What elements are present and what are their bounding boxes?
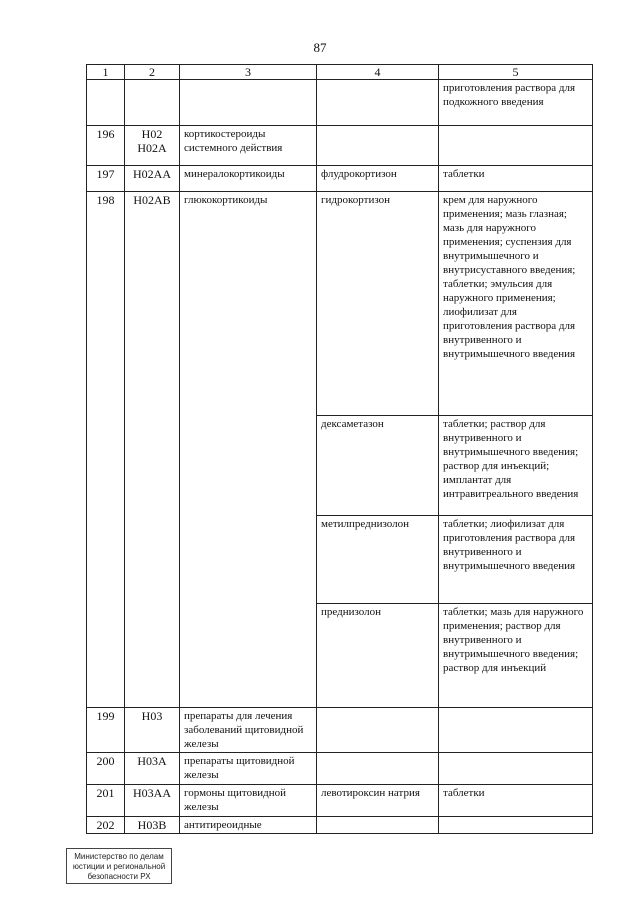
drug-name: левотироксин натрия bbox=[317, 785, 439, 817]
header-col-4: 4 bbox=[317, 65, 439, 80]
table-row-197 bbox=[87, 166, 593, 192]
anatomic-group: препараты для лечения заболеваний щитовидной железы bbox=[180, 708, 317, 753]
row-number: 197 bbox=[87, 166, 125, 192]
dosage-form: таблетки bbox=[439, 785, 593, 817]
atc-code-2: H02A bbox=[137, 141, 167, 155]
page-number: 87 bbox=[313, 40, 327, 55]
header-col-1: 1 bbox=[87, 65, 125, 80]
header-col-5: 5 bbox=[439, 65, 593, 80]
anatomic-group: глюкокортикоиды bbox=[180, 192, 317, 708]
atc-code: H02AB bbox=[125, 192, 180, 708]
anatomic-group: препараты щитовидной железы bbox=[180, 753, 317, 785]
atc-code: H02AA bbox=[125, 166, 180, 192]
anatomic-group: гормоны щитовидной железы bbox=[180, 785, 317, 817]
row-number: 200 bbox=[87, 753, 125, 785]
stamp-line-1: Министерство по делам bbox=[74, 852, 164, 861]
drug-name: гидрокортизон bbox=[317, 192, 439, 416]
table-row-continuation bbox=[87, 80, 593, 126]
atc-code bbox=[125, 126, 180, 166]
table-row-201 bbox=[87, 785, 593, 817]
dosage-form: таблетки; раствор для внутривенного и внутримышечного введения; раствор для инъекций; имплантат для интравитреального введения bbox=[439, 416, 593, 516]
row-number: 198 bbox=[87, 192, 125, 708]
dosage-form: приготовления раствора для подкожного введения bbox=[439, 80, 593, 126]
stamp-line-2: юстиции и региональной bbox=[72, 862, 166, 871]
atc-code: H03B bbox=[125, 817, 180, 834]
ministry-stamp bbox=[66, 848, 172, 884]
stamp-line-3: безопасности РХ bbox=[87, 872, 151, 881]
drug-name: метилпреднизолон bbox=[317, 516, 439, 604]
row-number: 201 bbox=[87, 785, 125, 817]
header-row bbox=[87, 65, 593, 80]
drug-name: дексаметазон bbox=[317, 416, 439, 516]
table-row-202 bbox=[87, 817, 593, 834]
table-row-198 bbox=[87, 192, 593, 416]
header-col-2: 2 bbox=[125, 65, 180, 80]
table-row-199 bbox=[87, 708, 593, 753]
anatomic-group: минералокортикоиды bbox=[180, 166, 317, 192]
atc-code: H03AA bbox=[125, 785, 180, 817]
drug-name: флудрокортизон bbox=[317, 166, 439, 192]
anatomic-group: кортикостероиды системного действия bbox=[180, 126, 317, 166]
dosage-form: крем для наружного применения; мазь глазная; мазь для наружного применения; суспензия для внутримышечного и внутрисуставного введения; таблетки; эмульсия для наружного применения; лиофилизат для приготовления раствора для внутривенного и внутримышечного введения bbox=[439, 192, 593, 416]
table-row-200 bbox=[87, 753, 593, 785]
row-number: 199 bbox=[87, 708, 125, 753]
drug-table bbox=[86, 64, 593, 834]
dosage-form: таблетки; мазь для наружного применения; раствор для внутривенного и внутримышечного введения; раствор для инъекций bbox=[439, 604, 593, 708]
dosage-form: таблетки; лиофилизат для приготовления раствора для внутривенного и внутримышечного введения bbox=[439, 516, 593, 604]
dosage-form: таблетки bbox=[439, 166, 593, 192]
drug-name: преднизолон bbox=[317, 604, 439, 708]
atc-code: H03 bbox=[125, 708, 180, 753]
anatomic-group: антитиреоидные bbox=[180, 817, 317, 834]
table-row-196 bbox=[87, 126, 593, 166]
atc-code: H03A bbox=[125, 753, 180, 785]
row-number: 202 bbox=[87, 817, 125, 834]
row-number: 196 bbox=[87, 126, 125, 166]
header-col-3: 3 bbox=[180, 65, 317, 80]
atc-code-1: H02 bbox=[141, 127, 163, 141]
